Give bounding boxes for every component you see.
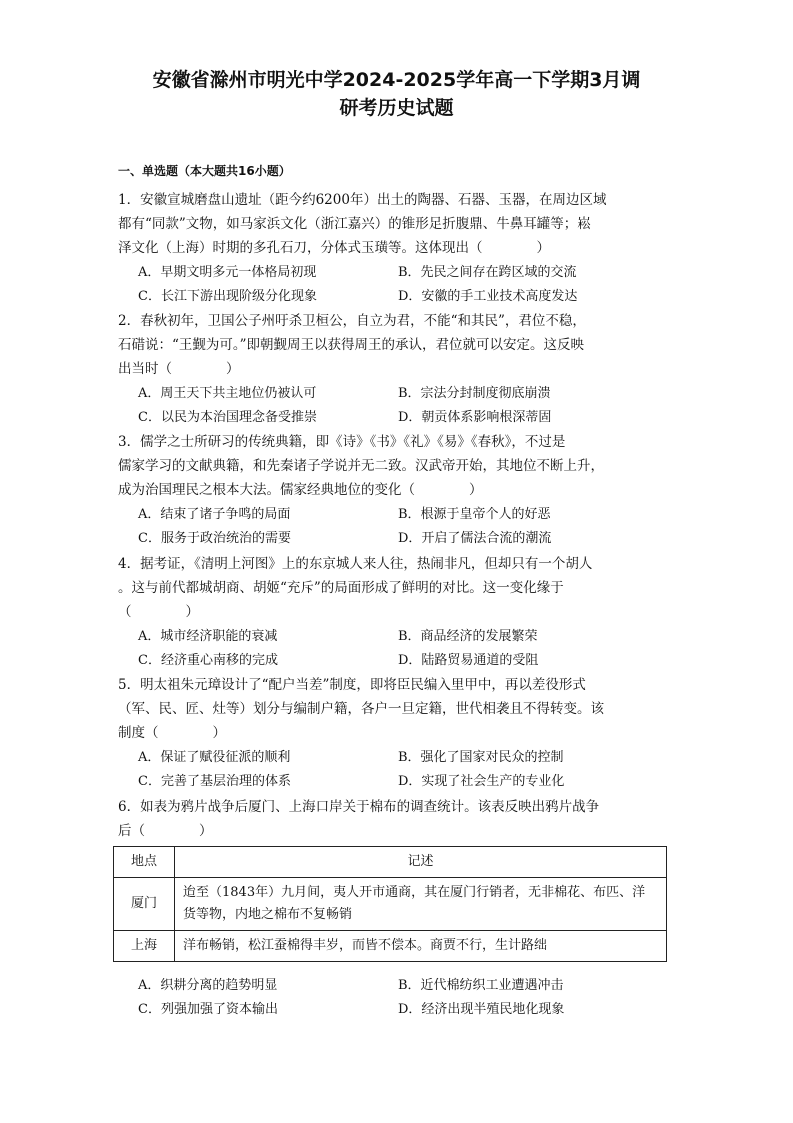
question-3-options (138, 503, 678, 551)
question-2 (118, 309, 678, 381)
question-line: 成为治国理民之根本大法。儒家经典地位的变化（ ） (118, 482, 483, 498)
table-row (114, 878, 667, 931)
option-a[interactable]: A．城市经济职能的衰减 (138, 629, 278, 644)
question-line: 。这与前代都城胡商、胡姬“充斥”的局面形成了鲜明的对比。这一变化缘于 (118, 580, 564, 596)
table-header-row (114, 847, 667, 878)
table-cell-text: 洋布畅销，松江蚕棉得丰岁，而皆不偿本。商贾不行，生计路绌 (175, 931, 667, 962)
question-line: 泽文化（上海）时期的多孔石刀，分体式玉璜等。这体现出（ ） (118, 240, 550, 256)
table-cell-text: 迨至（1843年）九月间，夷人开市通商，其在厦门行销者，无非棉花、布匹、洋货等物，内地之棉布不复畅销 (175, 878, 667, 931)
table-cell-place: 厦门 (114, 878, 175, 931)
option-d[interactable]: D．朝贡体系影响根深蒂固 (398, 410, 552, 425)
option-c[interactable]: C．服务于政治统治的需要 (138, 531, 291, 546)
option-c[interactable]: C．列强加强了资本输出 (138, 1002, 278, 1017)
table-cell-place: 上海 (114, 931, 175, 962)
option-a[interactable]: A．保证了赋役征派的顺利 (138, 750, 291, 765)
option-b[interactable]: B．先民之间存在跨区域的交流 (398, 265, 577, 280)
option-c[interactable]: C．长江下游出现阶级分化现象 (138, 289, 317, 304)
option-b[interactable]: B．宗法分封制度彻底崩溃 (398, 386, 551, 401)
page-title (80, 66, 713, 122)
question-5-options (138, 746, 678, 794)
question-line: 5．明太祖朱元璋设计了“配户当差”制度，即将臣民编入里甲中，再以差役形式 (118, 677, 586, 693)
title-line-1: 安徽省滁州市明光中学2024-2025学年高一下学期3月调 (152, 69, 641, 91)
option-d[interactable]: D．安徽的手工业技术高度发达 (398, 289, 578, 304)
question-line: 6．如表为鸦片战争后厦门、上海口岸关于棉布的调查统计。该表反映出鸦片战争 (118, 799, 600, 815)
question-6 (118, 795, 678, 843)
option-c[interactable]: C．经济重心南移的完成 (138, 653, 278, 668)
title-line-2: 研考历史试题 (339, 97, 454, 119)
cotton-survey-table (113, 846, 667, 962)
question-line: 都有“同款”文物，如马家浜文化（浙江嘉兴）的锥形足折腹鼎、牛鼻耳罐等；崧 (118, 216, 591, 232)
option-a[interactable]: A．早期文明多元一体格局初现 (138, 265, 317, 280)
question-line: 石碏说：“王觐为可。”即朝觐周王以获得周王的承认，君位就可以安定。这反映 (118, 337, 585, 353)
question-4-options (138, 625, 678, 673)
question-1 (118, 188, 678, 260)
question-2-options (138, 382, 678, 430)
table-header: 地点 (114, 847, 175, 878)
option-b[interactable]: B．根源于皇帝个人的好恶 (398, 507, 551, 522)
option-c[interactable]: C．以民为本治国理念备受推崇 (138, 410, 317, 425)
question-6-options (138, 974, 678, 1022)
question-line: 2．春秋初年，卫国公子州吁杀卫桓公，自立为君，不能“和其民”，君位不稳， (118, 313, 586, 329)
question-line: 3．儒学之士所研习的传统典籍，即《诗》《书》《礼》《易》《春秋》，不过是 (118, 434, 566, 450)
question-line: 出当时（ ） (118, 361, 240, 377)
question-5 (118, 673, 678, 745)
question-line: 后（ ） (118, 823, 213, 839)
option-d[interactable]: D．陆路贸易通道的受阻 (398, 653, 539, 668)
option-c[interactable]: C．完善了基层治理的体系 (138, 774, 291, 789)
table-header: 记述 (175, 847, 667, 878)
question-line: （军、民、匠、灶等）划分与编制户籍，各户一旦定籍，世代相袭且不得转变。该 (118, 701, 604, 717)
question-line: 1．安徽宣城磨盘山遗址（距今约6200年）出土的陶器、石器、玉器，在周边区域 (118, 192, 607, 208)
option-d[interactable]: D．开启了儒法合流的潮流 (398, 531, 552, 546)
option-a[interactable]: A．织耕分离的趋势明显 (138, 978, 278, 993)
question-3 (118, 430, 678, 502)
option-b[interactable]: B．强化了国家对民众的控制 (398, 750, 564, 765)
option-a[interactable]: A．结束了诸子争鸣的局面 (138, 507, 291, 522)
question-line: （ ） (118, 604, 199, 620)
table-row (114, 931, 667, 962)
question-1-options (138, 261, 678, 309)
option-b[interactable]: B．近代棉纺织工业遭遇冲击 (398, 978, 564, 993)
section-heading: 一、单选题（本大题共16小题） (118, 164, 291, 178)
option-a[interactable]: A．周王天下共主地位仍被认可 (138, 386, 317, 401)
question-4 (118, 552, 678, 624)
option-d[interactable]: D．实现了社会生产的专业化 (398, 774, 565, 789)
question-line: 4．据考证，《清明上河图》上的东京城人来人往，热闹非凡，但却只有一个胡人 (118, 556, 593, 572)
question-line: 制度（ ） (118, 725, 226, 741)
option-b[interactable]: B．商品经济的发展繁荣 (398, 629, 538, 644)
option-d[interactable]: D．经济出现半殖民地化现象 (398, 1002, 565, 1017)
question-line: 儒家学习的文献典籍，和先秦诸子学说并无二致。汉武帝开始，其地位不断上升， (118, 458, 604, 474)
